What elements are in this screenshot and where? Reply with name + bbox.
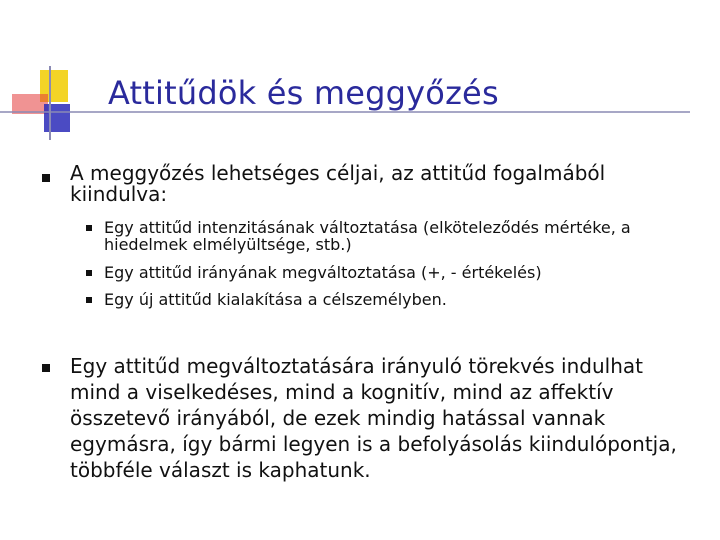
sub-bullet-text: Egy attitűd irányának megváltoztatása (+, - értékelés) [104, 263, 542, 282]
blue-square [44, 104, 70, 132]
sub-bullet-marker [86, 297, 92, 303]
bullet-text: Egy attitűd megváltoztatására irányuló törekvés indulhat mind a viselkedéses, mind a kognitív, mind az affektív összetevő irányából, de ezek mindig hatással vannak egymásra, így bármi legyen is a befolyásolás kiindulópontja, többféle választ is kaphatunk. [70, 354, 677, 482]
sub-bullet-text: Egy új attitűd kialakítása a célszemélyben. [104, 290, 447, 309]
bullet-text: A meggyőzés lehetséges céljai, az attitűd fogalmából kiindulva: [70, 161, 606, 206]
bullet-marker [42, 174, 50, 182]
slide-title: Attitűdök és meggyőzés [108, 74, 499, 112]
red-square [12, 94, 48, 114]
sub-bullet-text: Egy attitűd intenzitásának változtatása (elköteleződés mértéke, a hiedelmek elmélyültsége, stb.) [104, 218, 631, 254]
sub-bullet-marker [86, 270, 92, 276]
bullet-marker [42, 364, 50, 372]
sub-bullet-marker [86, 225, 92, 231]
